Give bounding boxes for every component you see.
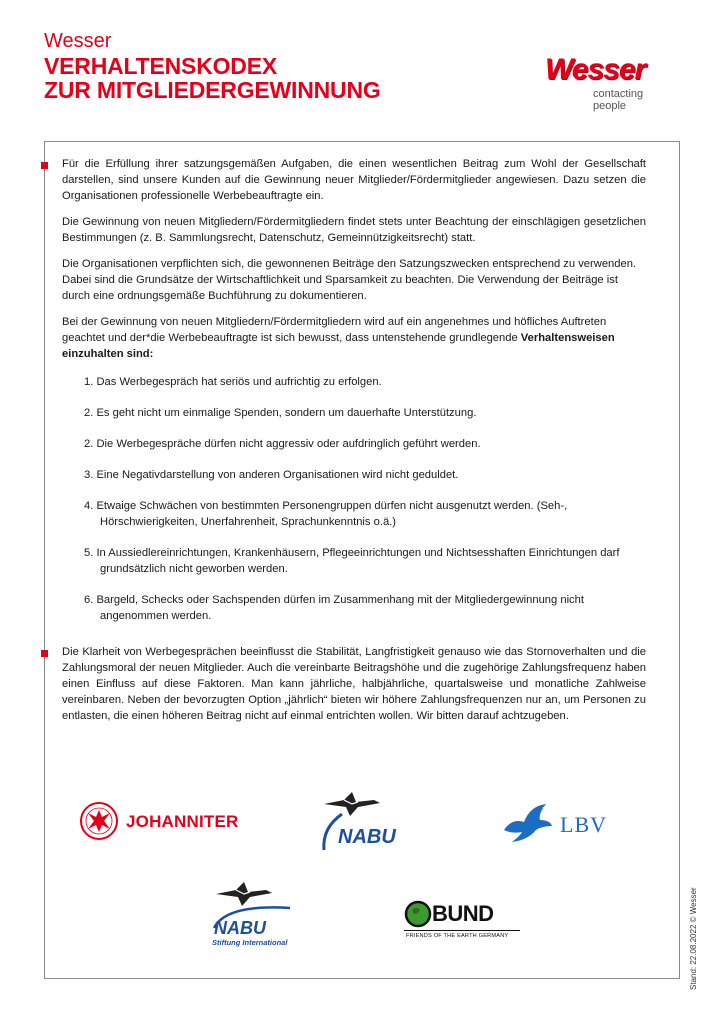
rules-list — [62, 374, 646, 624]
johanniter-cross-icon — [80, 802, 118, 840]
nabu-logo — [318, 790, 410, 854]
lbv-wordmark: LBV — [560, 812, 607, 837]
section-bullet — [41, 162, 48, 169]
paragraph — [62, 314, 646, 362]
nabu-wordmark: NABU — [338, 826, 396, 848]
bund-wordmark: BUND — [432, 901, 494, 926]
rule-item: 2. Es geht nicht um einmalige Spenden, sondern um dauerhafte Unterstützung. — [84, 407, 477, 419]
paragraph-text: Bei der Gewinnung von neuen Mitgliedern/Fördermitgliedern wird auf ein angenehmes und höfliches Auftreten geachtet und der*die Werbebeauftragte ist sich bewusst, dass untenstehende grundlegende — [62, 316, 607, 344]
rule-item: 5. In Aussiedlereinrichtungen, Krankenhäusern, Pflegeeinrichtungen und Nichtsesshaften Einrichtungen darf grundsätzlich nicht geworben werden. — [84, 547, 620, 575]
bund-divider — [404, 930, 520, 931]
lbv-logo — [502, 800, 612, 848]
nabu-stiftung-logo — [206, 880, 306, 950]
paragraph-emphasis: Verhaltensweisen einzuhalten sind: — [62, 332, 615, 360]
page-title — [44, 54, 381, 102]
rule-item: 1. Das Werbegespräch hat seriös und aufrichtig zu erfolgen. — [84, 376, 382, 388]
bund-subtitle: FRIENDS OF THE EARTH GERMANY — [406, 933, 509, 939]
nabu-stiftung-subtitle: Stiftung International — [212, 938, 288, 947]
brand-name: Wesser — [44, 30, 112, 52]
rule-item: 2. Die Werbegespräche dürfen nicht aggressiv oder aufdringlich geführt werden. — [84, 438, 481, 450]
nabu-stiftung-wordmark: NABU — [214, 918, 266, 938]
title-line-2: ZUR MITGLIEDERGEWINNUNG — [44, 77, 381, 103]
wesser-logo-word: Wesser — [545, 53, 646, 86]
document-body — [62, 156, 646, 639]
johanniter-wordmark: JOHANNITER — [126, 812, 239, 831]
title-line-1: VERHALTENSKODEX — [44, 53, 277, 79]
closing-paragraph: Die Klarheit von Werbegesprächen beeinflusst die Stabilität, Langfristigkeit genauso wie das Stornoverhalten und die Zahlungsmoral der neuen Mitglieder. Auch die vereinbarte Beitragshöhe und die zugehörige Zahlungsfrequenz haben einen Einfluss auf diese Faktoren. Man kann jährliche, halbjährliche, quartalsweise und monatliche Zahlweise vereinbaren. Neben der bevorzugten Option „jährlich“ bieten wir höhere Zahlungsfrequenzen nur an, um Personen zu entlasten, die einen höheren Beitrag nicht auf einmal entrichten wollen. Wir bitten darauf achtzugeben. — [62, 646, 646, 722]
paragraph: Die Gewinnung von neuen Mitgliedern/Fördermitgliedern findet stets unter Beachtung der einschlägigen gesetzlichen Bestimmungen (z. B. Sammlungsrecht, Datenschutz, Gemeinnützigkeitsrecht) statt. — [62, 216, 646, 244]
rule-item: 4. Etwaige Schwächen von bestimmten Personengruppen dürfen nicht ausgenutzt werden. (Seh-, Hörschwierigkeiten, Unerfahrenheit, Sprachunkenntnis o.ä.) — [84, 500, 568, 528]
section-bullet — [41, 650, 48, 657]
date-stamp: Stand: 22.08.2022 © Wesser — [689, 887, 698, 990]
bund-earth-icon — [404, 900, 432, 928]
johanniter-logo — [80, 800, 250, 844]
bird-icon — [502, 800, 554, 846]
wesser-logo — [545, 53, 677, 112]
paragraph: Die Organisationen verpflichten sich, die gewonnenen Beiträge den Satzungszwecken entsprechend zu verwenden. Dabei sind die Grundsätze der Wirtschaftlichkeit und Sparsamkeit zu beachten. Die Verwendung der Beiträge ist durch eine ordnungsgemäße Buchführung zu dokumentieren. — [62, 258, 637, 302]
rule-item: 6. Bargeld, Schecks oder Sachspenden dürfen im Zusammenhang mit der Mitgliedergewinnung nicht angenommen werden. — [84, 594, 584, 622]
rule-item: 3. Eine Negativdarstellung von anderen Organisationen wird nicht geduldet. — [84, 469, 459, 481]
bund-logo — [404, 898, 524, 946]
wesser-logo-tagline: contacting people — [593, 88, 644, 112]
paragraph: Für die Erfüllung ihrer satzungsgemäßen Aufgaben, die einen wesentlichen Beitrag zum Wohl der Gesellschaft darstellen, sind unsere Kunden auf die Gewinnung neuer Mitglieder/Fördermitglieder angewiesen. Dazu setzen die Organisationen professionelle Werbebeauftragte ein. — [62, 158, 646, 202]
